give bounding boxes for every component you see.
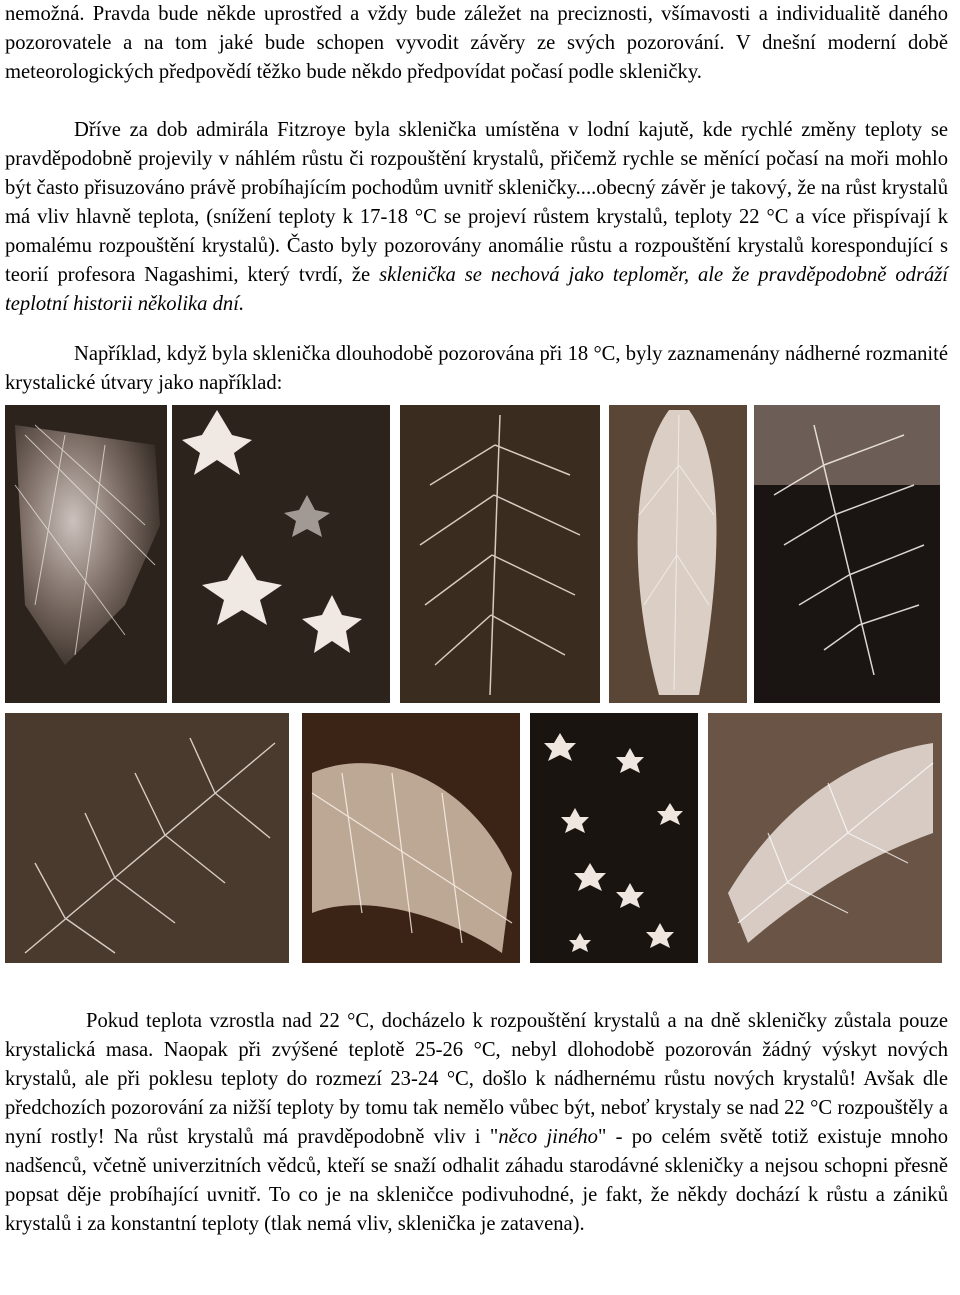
crystal-photo-2 bbox=[172, 405, 390, 703]
crystal-photo-7 bbox=[302, 713, 520, 963]
paragraph-fitzroy-quote: sklenička se nechová jako teploměr, ale že pravděpodobně odráží teplotní historii několika dní. bbox=[5, 264, 949, 315]
paragraph-observations-text-b: " - po celém světě totiž existuje mnoho nadšenců, včetně univerzitních vědců, kteří se snaží odhalit záhadu starodávné skleničky a nejsou schopni přesně popsat děje probíhající uvnitř. To co je na skleničce podivuhodné, je fakt, že někdy dochází k růstu a zániků krystalů i za konstantní teploty (tlak nemá vliv, sklenička je zatavena). bbox=[5, 1126, 949, 1235]
crystal-photo-6 bbox=[5, 713, 289, 963]
crystal-photo-1 bbox=[5, 405, 167, 703]
crystal-photo-9 bbox=[708, 713, 942, 963]
crystal-photo-5 bbox=[754, 405, 940, 703]
paragraph-observations-text-a: Pokud teplota vzrostla nad 22 °C, docházelo k rozpouštění krystalů a na dně skleničky zůstala pouze krystalická masa. Naopak při zvýšené teplotě 25-26 °C, nebyl dlohodobě pozorován žádný výskyt nových krystalů, ale při poklesu teploty do rozmezí 23-24 °C, došlo k nádhernému růstu nových krystalů! Avšak dle předchozích pozorování za nižší teploty by tomu tak nemělo vůbec být, neboť krystaly se nad 22 °C rozpouštěly a nyní rostly! Na růst krystalů má pravděpodobně vliv i " bbox=[5, 1010, 948, 1148]
paragraph-intro bbox=[0, 0, 960, 87]
crystal-photo-3 bbox=[400, 405, 600, 703]
paragraph-observations-quote: něco jiného bbox=[498, 1126, 598, 1148]
paragraph-example-text: Například, když byla sklenička dlouhodobě pozorována při 18 °C, byly zaznamenány nádherné rozmanité krystalické útvary jako například: bbox=[5, 343, 948, 394]
crystal-photo-8 bbox=[530, 713, 698, 963]
paragraph-example bbox=[0, 340, 960, 398]
crystal-photo-4 bbox=[609, 405, 747, 703]
paragraph-fitzroy bbox=[0, 116, 960, 319]
paragraph-fitzroy-text: Dříve za dob admirála Fitzroye byla sklenička umístěna v lodní kajutě, kde rychlé změny teploty se pravděpodobně projevily v náhlém růstu či rozpouštění krystalů, přičemž rychle se měnící počasí na moři mohlo být často přisuzováno právě probíhajícím pochodům uvnitř skleničky....obecný závěr je takový, že na růst krystalů má vliv hlavně teplota, (snížení teploty k 17-18 °C se projeví růstem krystalů, teploty 22 °C a více přispívají k pomalému rozpouštění krystalů). Často byly pozorovány anomálie růstu a rozpouštění krystalů korespondující s teorií profesora Nagashimi, který tvrdí, že bbox=[5, 119, 948, 286]
paragraph-observations bbox=[0, 1007, 960, 1239]
paragraph-intro-text: nemožná. Pravda bude někde uprostřed a vždy bude záležet na preciznosti, všímavosti a individualitě daného pozorovatele a na tom jaké bude schopen vyvodit závěry ze svých pozorování. V dnešní moderní době meteorologických předpovědí těžko bude někdo předpovídat počasí podle skleničky. bbox=[5, 3, 948, 83]
